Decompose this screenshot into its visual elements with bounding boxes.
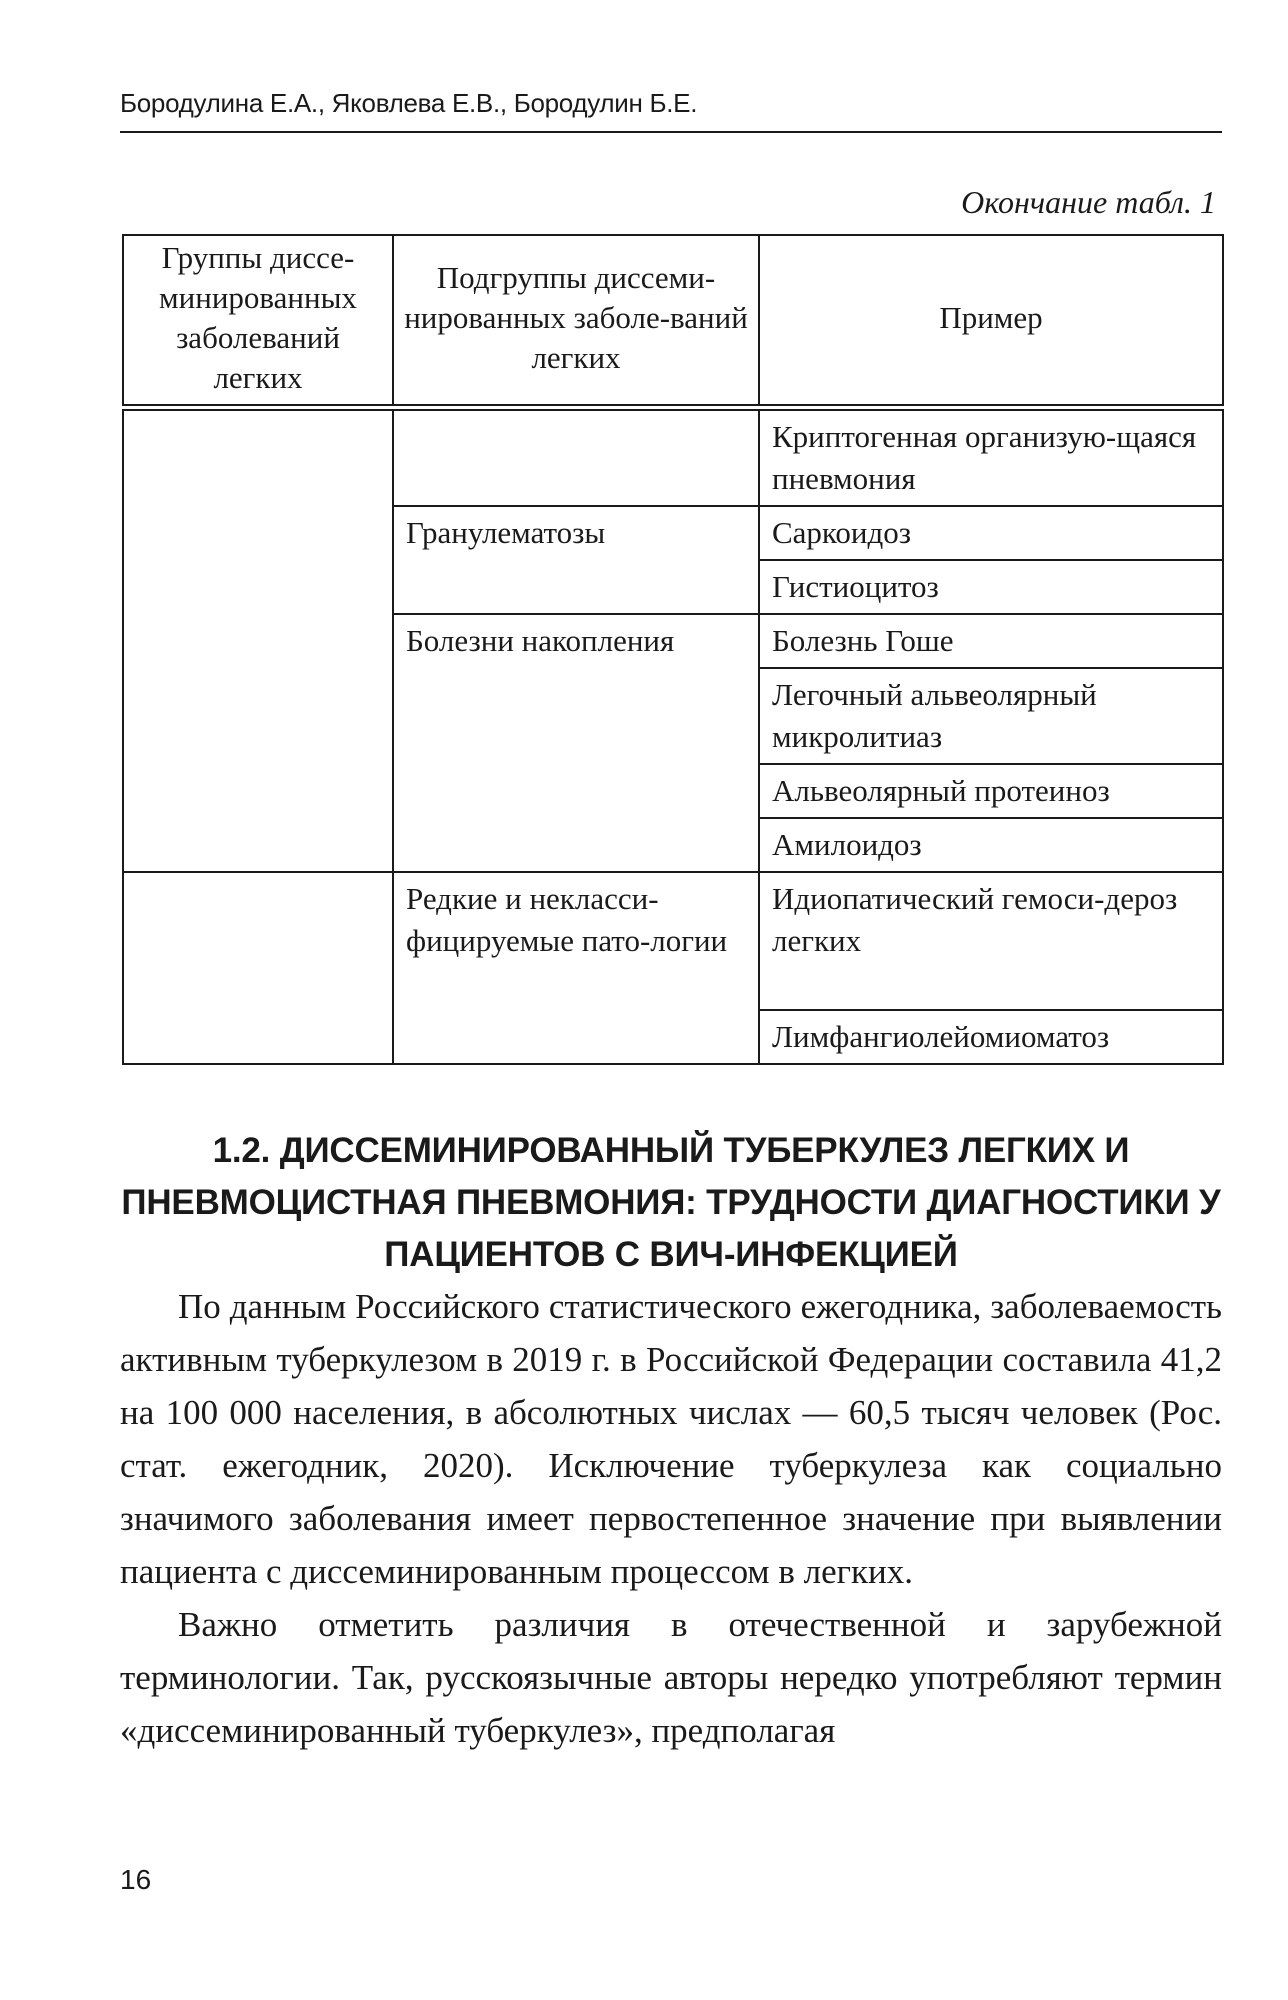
example-cell: Легочный альвеолярный микролитиаз xyxy=(759,668,1223,764)
example-cell: Саркоидоз xyxy=(759,506,1223,560)
example-cell: Альвеолярный протеиноз xyxy=(759,764,1223,818)
group-cell-empty xyxy=(123,872,393,1064)
paragraph: Важно отметить различия в отечественной и зарубежной терминологии. Так, русскоязычные авторы нередко употребляют термин «диссеминированный туберкулез», предполагая xyxy=(120,1605,1222,1750)
column-header-example: Пример xyxy=(759,235,1223,408)
example-cell: Болезнь Гоше xyxy=(759,614,1223,668)
column-header-subgroups: Подгруппы диссеми-нированных заболе-ваний легких xyxy=(393,235,759,408)
table-continuation-note: Окончание табл. 1 xyxy=(961,184,1216,220)
subgroup-cell: Редкие и некласси-фицируемые пато-логии xyxy=(393,872,759,1064)
table-row xyxy=(123,408,1223,507)
table-row xyxy=(123,872,1223,1010)
example-cell: Амилоидоз xyxy=(759,818,1223,872)
example-cell: Гистиоцитоз xyxy=(759,560,1223,614)
table-header-row xyxy=(123,235,1223,408)
body-text xyxy=(120,1280,1222,1757)
disease-table xyxy=(122,234,1224,1065)
example-cell: Идиопатический гемоси-дероз легких xyxy=(759,872,1223,1010)
subgroup-cell: Гранулематозы xyxy=(393,506,759,614)
example-cell: Криптогенная организую-щаяся пневмония xyxy=(759,408,1223,507)
subgroup-cell: Болезни накопления xyxy=(393,614,759,872)
column-header-groups: Группы диссе-минированных заболеваний легких xyxy=(123,235,393,408)
paragraph: По данным Российского статистического ежегодника, заболеваемость активным туберкулезом в 2019 г. в Российской Федерации составила 41,2 на 100 000 населения, в абсолютных числах — 60,5 тысяч человек (Рос. стат. ежегодник, 2020). Исключение туберкулеза как социально значимого заболевания имеет первостепенное значение при выявлении пациента с диссеминированным процессом в легких. xyxy=(120,1287,1222,1591)
header-rule xyxy=(120,131,1222,133)
group-cell-empty xyxy=(123,408,393,873)
running-head-authors: Бородулина Е.А., Яковлева Е.В., Бородулин Б.Е. xyxy=(120,88,698,118)
section-title: 1.2. ДИССЕМИНИРОВАННЫЙ ТУБЕРКУЛЕЗ ЛЕГКИХ И ПНЕВМОЦИСТНАЯ ПНЕВМОНИЯ: ТРУДНОСТИ ДИАГНОСТИКИ У ПАЦИЕНТОВ С ВИЧ-ИНФЕКЦИЕЙ xyxy=(121,1131,1221,1274)
subgroup-cell-empty xyxy=(393,408,759,507)
example-cell: Лимфангиолейомиоматоз xyxy=(759,1010,1223,1064)
page-number: 16 xyxy=(120,1864,152,1895)
